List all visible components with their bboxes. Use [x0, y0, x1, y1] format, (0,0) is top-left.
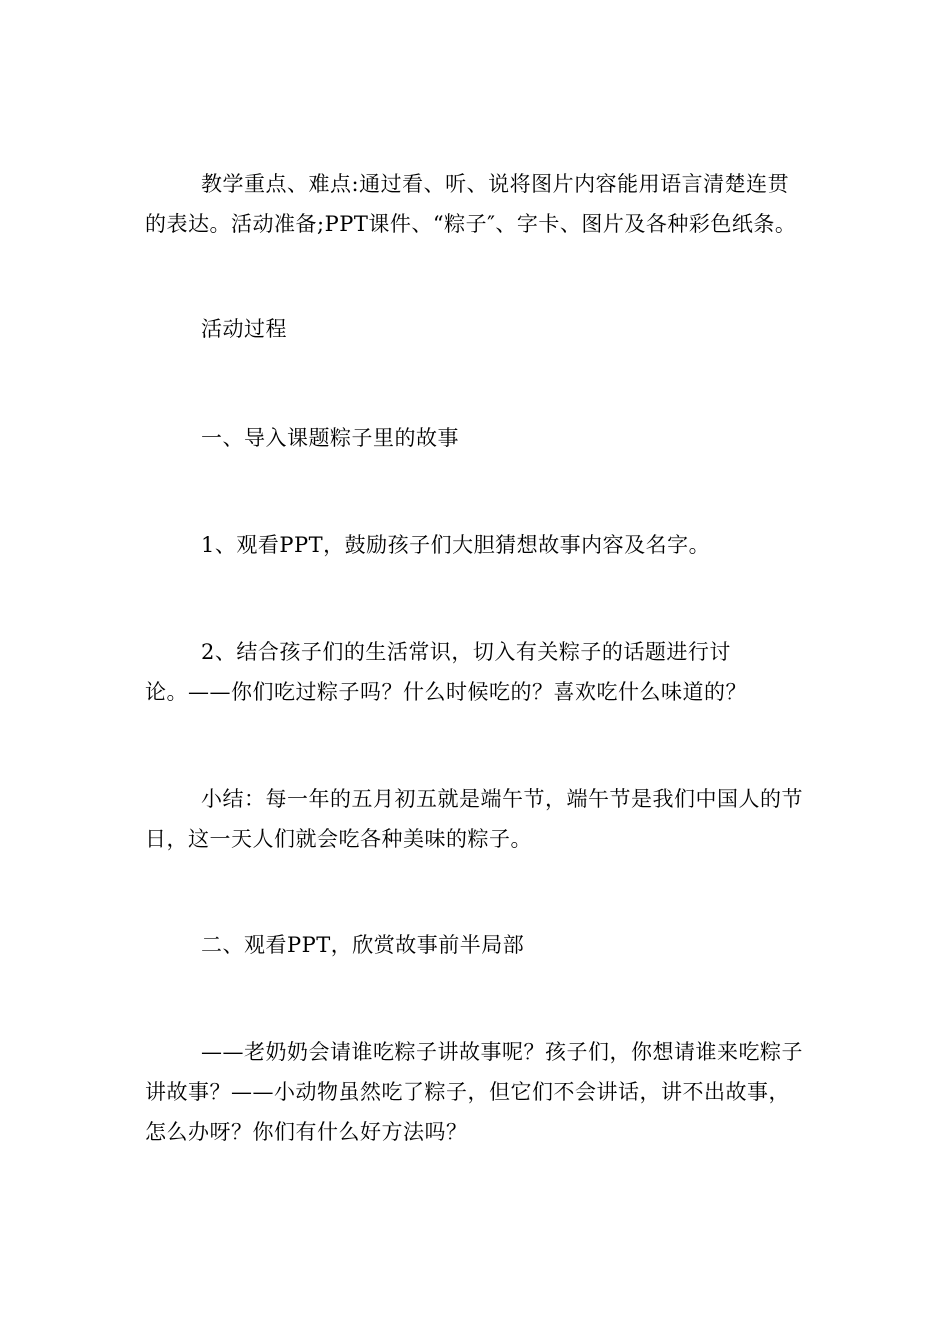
paragraph-line: 一、导入课题粽子里的故事 — [201, 426, 459, 450]
section-heading-intro — [145, 418, 810, 458]
paragraph-line: 教学重点、难点:通过看、听、说将图片内容能用语言清楚连贯 — [201, 172, 790, 196]
section-heading-activity-process — [145, 309, 810, 349]
paragraph-teaching-focus — [145, 164, 810, 244]
paragraph-line: 讲故事？——小动物虽然吃了粽子，但它们不会讲话，讲不出故事， — [145, 1080, 790, 1104]
paragraph-line: 二、观看PPT，欣赏故事前半局部 — [201, 933, 525, 957]
paragraph-line: 活动过程 — [201, 317, 287, 341]
paragraph-questions — [145, 1032, 810, 1152]
paragraph-line: 小结：每一年的五月初五就是端午节，端午节是我们中国人的节 — [201, 787, 803, 811]
paragraph-line: 的表达。活动准备;PPT课件、“粽子″、字卡、图片及各种彩色纸条。 — [145, 212, 797, 236]
paragraph-line: ——老奶奶会请谁吃粽子讲故事呢？孩子们，你想请谁来吃粽子 — [201, 1040, 803, 1064]
paragraph-line: 怎么办呀？你们有什么好方法吗？ — [145, 1120, 468, 1144]
paragraph-line: 论。——你们吃过粽子吗？什么时候吃的？喜欢吃什么味道的？ — [145, 680, 747, 704]
paragraph-summary — [145, 779, 810, 859]
paragraph-line: 2、结合孩子们的生活常识，切入有关粽子的话题进行讨 — [201, 640, 731, 664]
paragraph-step-2 — [145, 632, 810, 712]
section-heading-part-two — [145, 925, 810, 965]
paragraph-step-1 — [145, 525, 810, 565]
paragraph-line: 1、观看PPT，鼓励孩子们大胆猜想故事内容及名字。 — [201, 533, 711, 557]
paragraph-line: 日，这一天人们就会吃各种美味的粽子。 — [145, 827, 532, 851]
